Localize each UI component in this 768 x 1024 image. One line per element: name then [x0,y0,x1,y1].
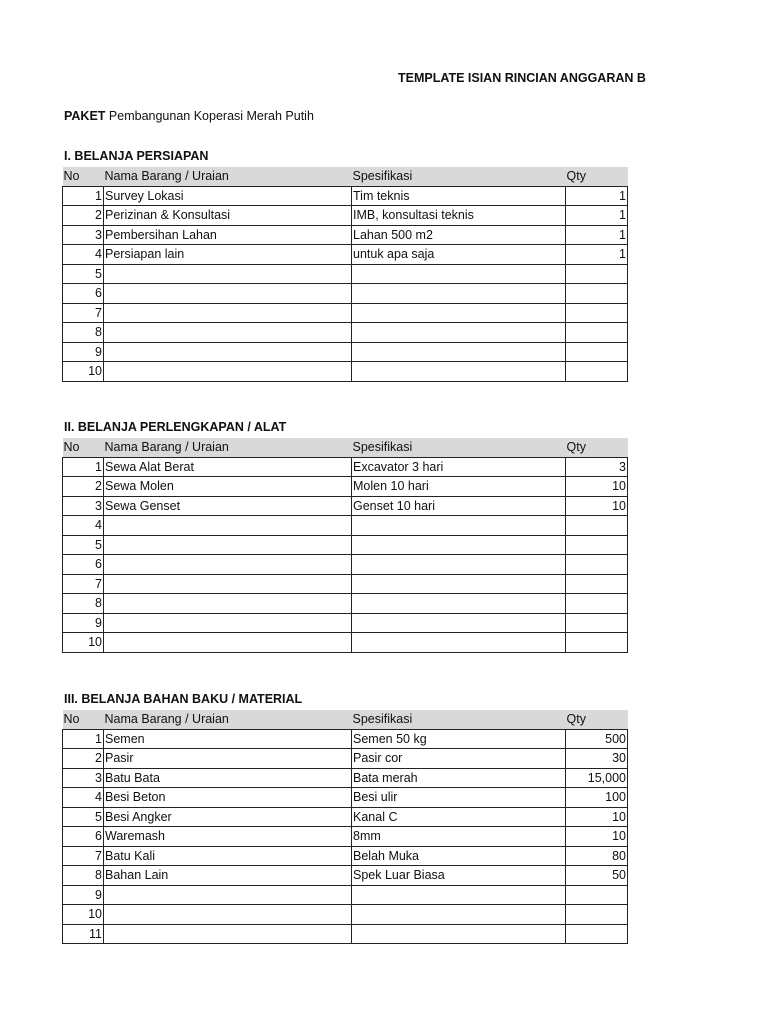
cell-no[interactable]: 3 [63,225,104,245]
table-row [63,749,628,769]
table-row [63,905,628,925]
cell-nama[interactable] [104,535,352,555]
cell-qty[interactable]: 100 [566,788,628,808]
cell-no[interactable]: 2 [63,206,104,226]
cell-no[interactable]: 1 [63,729,104,749]
cell-spesifikasi[interactable]: 8mm [352,827,566,847]
cell-qty[interactable] [566,303,628,323]
cell-spesifikasi[interactable] [352,303,566,323]
column-header-nama: Nama Barang / Uraian [104,710,352,729]
cell-qty[interactable]: 50 [566,866,628,886]
section-title-material: III. BELANJA BAHAN BAKU / MATERIAL [64,692,303,706]
table-row [63,477,628,497]
cell-spesifikasi[interactable] [352,555,566,575]
table-row [63,574,628,594]
cell-nama[interactable] [104,516,352,536]
cell-spesifikasi[interactable] [352,362,566,382]
cell-spesifikasi[interactable]: Genset 10 hari [352,496,566,516]
column-header-qty: Qty [566,167,628,186]
cell-spesifikasi[interactable]: untuk apa saja [352,245,566,265]
cell-nama[interactable]: Waremash [104,827,352,847]
cell-spesifikasi[interactable] [352,516,566,536]
cell-spesifikasi[interactable] [352,284,566,304]
cell-no[interactable]: 5 [63,264,104,284]
cell-spesifikasi[interactable] [352,885,566,905]
cell-spesifikasi[interactable]: Molen 10 hari [352,477,566,497]
cell-qty[interactable] [566,516,628,536]
table-row [63,885,628,905]
table-header-row [63,438,628,457]
section-title-perlengkapan: II. BELANJA PERLENGKAPAN / ALAT [64,420,287,434]
cell-no[interactable]: 9 [63,613,104,633]
cell-nama[interactable] [104,303,352,323]
cell-no[interactable]: 2 [63,477,104,497]
cell-nama[interactable]: Besi Angker [104,807,352,827]
cell-no[interactable]: 3 [63,496,104,516]
cell-spesifikasi[interactable]: Spek Luar Biasa [352,866,566,886]
table-header-row [63,167,628,186]
table-row [63,206,628,226]
table-row [63,729,628,749]
cell-nama[interactable] [104,905,352,925]
cell-qty[interactable] [566,535,628,555]
cell-no[interactable]: 7 [63,303,104,323]
cell-spesifikasi[interactable] [352,574,566,594]
cell-no[interactable]: 1 [63,457,104,477]
cell-nama[interactable]: Batu Bata [104,768,352,788]
cell-spesifikasi[interactable] [352,613,566,633]
table-row [63,245,628,265]
cell-no[interactable]: 10 [63,362,104,382]
cell-nama[interactable] [104,885,352,905]
cell-spesifikasi[interactable]: Semen 50 kg [352,729,566,749]
cell-nama[interactable]: Survey Lokasi [104,186,352,206]
cell-nama[interactable] [104,284,352,304]
cell-no[interactable]: 5 [63,535,104,555]
cell-nama[interactable] [104,574,352,594]
cell-no[interactable]: 8 [63,594,104,614]
cell-spesifikasi[interactable] [352,342,566,362]
paket-label: PAKET [64,109,106,123]
cell-nama[interactable] [104,924,352,944]
cell-nama[interactable]: Bahan Lain [104,866,352,886]
document-title: TEMPLATE ISIAN RINCIAN ANGGARAN B [398,71,646,85]
table-row [63,788,628,808]
column-header-no: No [63,438,104,457]
table-row [63,303,628,323]
cell-nama[interactable]: Sewa Molen [104,477,352,497]
table-row [63,924,628,944]
cell-qty[interactable]: 10 [566,827,628,847]
cell-qty[interactable]: 500 [566,729,628,749]
cell-spesifikasi[interactable]: Besi ulir [352,788,566,808]
cell-nama[interactable] [104,264,352,284]
cell-no[interactable]: 11 [63,924,104,944]
cell-qty[interactable] [566,555,628,575]
cell-spesifikasi[interactable]: Belah Muka [352,846,566,866]
cell-qty[interactable]: 30 [566,749,628,769]
table-row [63,555,628,575]
cell-spesifikasi[interactable] [352,905,566,925]
cell-spesifikasi[interactable] [352,594,566,614]
table-row [63,225,628,245]
table-persiapan [62,167,628,382]
cell-no[interactable]: 9 [63,885,104,905]
table-row [63,535,628,555]
cell-spesifikasi[interactable]: Excavator 3 hari [352,457,566,477]
column-header-nama: Nama Barang / Uraian [104,167,352,186]
table-row [63,323,628,343]
column-header-spesifikasi: Spesifikasi [352,438,566,457]
table-header-row [63,710,628,729]
cell-spesifikasi[interactable] [352,323,566,343]
section-title-persiapan: I. BELANJA PERSIAPAN [64,149,209,163]
cell-no[interactable]: 1 [63,186,104,206]
cell-no[interactable]: 4 [63,516,104,536]
cell-no[interactable]: 10 [63,633,104,653]
cell-qty[interactable] [566,905,628,925]
paket-value: Pembangunan Koperasi Merah Putih [108,109,314,123]
cell-no[interactable]: 6 [63,555,104,575]
table-row [63,613,628,633]
cell-no[interactable]: 4 [63,788,104,808]
column-header-no: No [63,710,104,729]
cell-qty[interactable]: 10 [566,477,628,497]
table-row [63,768,628,788]
cell-nama[interactable]: Pembersihan Lahan [104,225,352,245]
cell-qty[interactable]: 15,000 [566,768,628,788]
cell-no[interactable]: 4 [63,245,104,265]
cell-no[interactable]: 8 [63,323,104,343]
cell-no[interactable]: 7 [63,574,104,594]
cell-nama[interactable] [104,613,352,633]
cell-qty[interactable]: 80 [566,846,628,866]
cell-nama[interactable] [104,633,352,653]
cell-nama[interactable]: Pasir [104,749,352,769]
table-perlengkapan [62,438,628,653]
cell-qty[interactable] [566,633,628,653]
cell-nama[interactable] [104,594,352,614]
table-row [63,457,628,477]
cell-qty[interactable] [566,594,628,614]
table-row [63,186,628,206]
cell-no[interactable]: 6 [63,284,104,304]
cell-no[interactable]: 8 [63,866,104,886]
table-row [63,866,628,886]
cell-qty[interactable]: 1 [566,186,628,206]
cell-no[interactable]: 6 [63,827,104,847]
table-row [63,633,628,653]
cell-nama[interactable]: Perizinan & Konsultasi [104,206,352,226]
cell-nama[interactable] [104,362,352,382]
cell-nama[interactable]: Semen [104,729,352,749]
cell-spesifikasi[interactable]: Bata merah [352,768,566,788]
cell-no[interactable]: 10 [63,905,104,925]
cell-spesifikasi[interactable] [352,633,566,653]
cell-qty[interactable]: 1 [566,225,628,245]
cell-nama[interactable] [104,342,352,362]
table-row [63,496,628,516]
table-row [63,284,628,304]
cell-qty[interactable] [566,323,628,343]
cell-qty[interactable]: 1 [566,206,628,226]
table-row [63,827,628,847]
cell-nama[interactable]: Persiapan lain [104,245,352,265]
cell-nama[interactable]: Besi Beton [104,788,352,808]
cell-qty[interactable]: 10 [566,807,628,827]
cell-qty[interactable] [566,362,628,382]
table-row [63,516,628,536]
cell-qty[interactable] [566,613,628,633]
cell-qty[interactable]: 1 [566,245,628,265]
cell-spesifikasi[interactable] [352,264,566,284]
cell-nama[interactable] [104,323,352,343]
cell-no[interactable]: 7 [63,846,104,866]
table-row [63,807,628,827]
cell-nama[interactable]: Sewa Alat Berat [104,457,352,477]
cell-no[interactable]: 5 [63,807,104,827]
column-header-no: No [63,167,104,186]
cell-spesifikasi[interactable] [352,924,566,944]
cell-qty[interactable] [566,264,628,284]
cell-qty[interactable]: 3 [566,457,628,477]
cell-nama[interactable]: Batu Kali [104,846,352,866]
cell-nama[interactable] [104,555,352,575]
column-header-nama: Nama Barang / Uraian [104,438,352,457]
cell-spesifikasi[interactable]: Lahan 500 m2 [352,225,566,245]
column-header-spesifikasi: Spesifikasi [352,167,566,186]
column-header-spesifikasi: Spesifikasi [352,710,566,729]
table-row [63,264,628,284]
cell-spesifikasi[interactable]: Pasir cor [352,749,566,769]
cell-spesifikasi[interactable] [352,535,566,555]
cell-qty[interactable]: 10 [566,496,628,516]
column-header-qty: Qty [566,438,628,457]
cell-spesifikasi[interactable]: Tim teknis [352,186,566,206]
table-row [63,342,628,362]
cell-qty[interactable] [566,284,628,304]
cell-no[interactable]: 2 [63,749,104,769]
cell-no[interactable]: 3 [63,768,104,788]
table-row [63,594,628,614]
cell-qty[interactable] [566,574,628,594]
table-row [63,362,628,382]
cell-no[interactable]: 9 [63,342,104,362]
cell-spesifikasi[interactable]: Kanal C [352,807,566,827]
table-material [62,710,628,944]
cell-qty[interactable] [566,885,628,905]
paket-line [64,109,314,123]
cell-qty[interactable] [566,924,628,944]
table-row [63,846,628,866]
cell-nama[interactable]: Sewa Genset [104,496,352,516]
cell-qty[interactable] [566,342,628,362]
column-header-qty: Qty [566,710,628,729]
cell-spesifikasi[interactable]: IMB, konsultasi teknis [352,206,566,226]
